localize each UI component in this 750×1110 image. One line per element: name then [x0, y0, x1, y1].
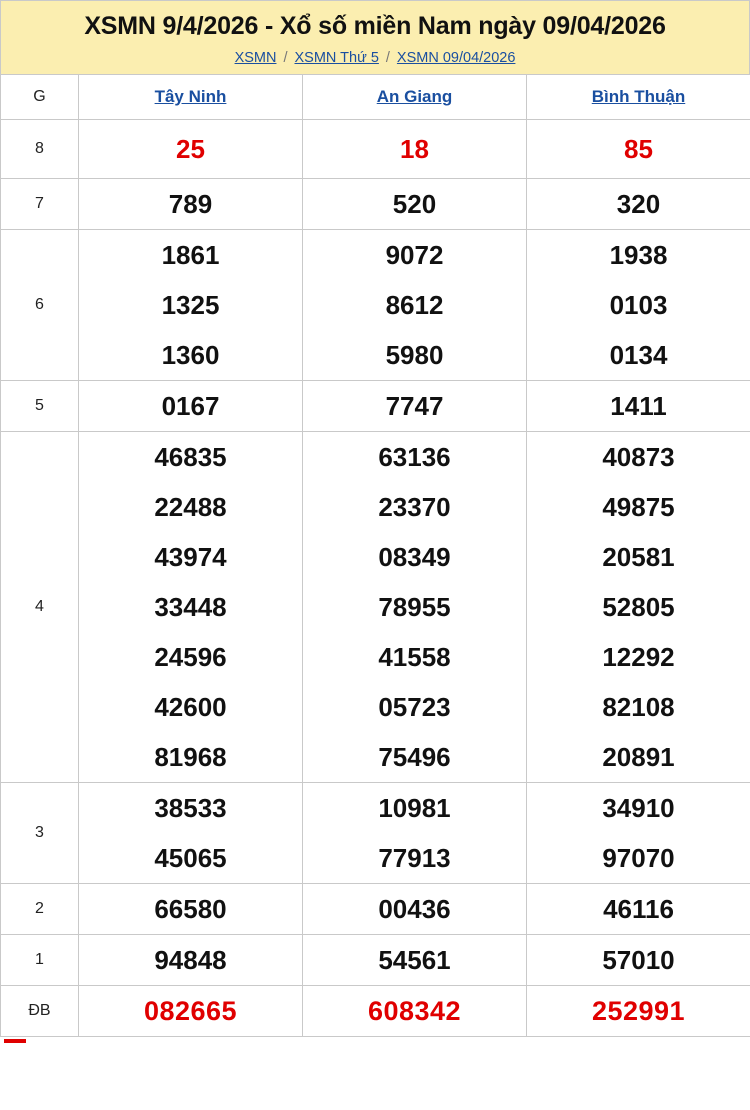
breadcrumb-item-date[interactable]: XSMN 09/04/2026 [396, 50, 516, 67]
breadcrumb [7, 50, 743, 66]
result-cell: 1411 [527, 381, 750, 432]
result-cell: 00436 [303, 884, 527, 935]
column-header-province-2 [303, 75, 527, 120]
column-header-province-3 [527, 75, 750, 120]
breadcrumb-item-xsmn[interactable]: XSMN [234, 50, 277, 67]
result-cell: 1861 1325 1360 [79, 230, 303, 381]
prize-label: 5 [1, 381, 79, 432]
prize-label: 2 [1, 884, 79, 935]
prize-label: ĐB [1, 986, 79, 1037]
result-cell: 46116 [527, 884, 750, 935]
footer-strip [0, 1037, 750, 1043]
result-cell: 7747 [303, 381, 527, 432]
result-cell: 082665 [79, 986, 303, 1037]
accent-marker [4, 1039, 26, 1043]
result-cell: 94848 [79, 935, 303, 986]
table-row [1, 986, 750, 1037]
result-cell: 789 [79, 179, 303, 230]
result-cell: 252991 [527, 986, 750, 1037]
prize-label: 7 [1, 179, 79, 230]
prize-label: 8 [1, 120, 79, 179]
result-cell: 608342 [303, 986, 527, 1037]
result-cell: 0167 [79, 381, 303, 432]
province-link-tay-ninh[interactable]: Tây Ninh [154, 87, 227, 107]
page-title: XSMN 9/4/2026 - Xổ số miền Nam ngày 09/04/2026 [84, 12, 666, 40]
result-cell: 34910 97070 [527, 783, 750, 884]
lottery-results-table [0, 74, 750, 1037]
page-header [0, 0, 750, 74]
result-cell: 85 [527, 120, 750, 179]
result-cell: 66580 [79, 884, 303, 935]
result-cell: 63136 23370 08349 78955 41558 05723 75496 [303, 432, 527, 783]
prize-label: 4 [1, 432, 79, 783]
result-cell: 9072 8612 5980 [303, 230, 527, 381]
province-link-binh-thuan[interactable]: Bình Thuận [591, 87, 686, 107]
table-row [1, 230, 750, 381]
result-cell: 10981 77913 [303, 783, 527, 884]
table-row [1, 179, 750, 230]
result-cell: 40873 49875 20581 52805 12292 82108 20891 [527, 432, 750, 783]
breadcrumb-separator-1: / [283, 50, 288, 67]
column-header-province-1 [79, 75, 303, 120]
table-row [1, 381, 750, 432]
result-cell: 520 [303, 179, 527, 230]
result-cell: 38533 45065 [79, 783, 303, 884]
column-header-prize: G [1, 75, 79, 120]
prize-label: 6 [1, 230, 79, 381]
result-cell: 25 [79, 120, 303, 179]
prize-label: 1 [1, 935, 79, 986]
table-row [1, 935, 750, 986]
result-cell: 320 [527, 179, 750, 230]
breadcrumb-item-weekday[interactable]: XSMN Thứ 5 [294, 50, 379, 67]
province-link-an-giang[interactable]: An Giang [376, 87, 453, 107]
result-cell: 1938 0103 0134 [527, 230, 750, 381]
result-cell: 18 [303, 120, 527, 179]
table-row [1, 432, 750, 783]
table-header [1, 75, 750, 120]
table-row [1, 884, 750, 935]
prize-label: 3 [1, 783, 79, 884]
breadcrumb-separator-2: / [385, 50, 390, 67]
table-header-row [1, 75, 750, 120]
result-cell: 46835 22488 43974 33448 24596 42600 81968 [79, 432, 303, 783]
result-cell: 54561 [303, 935, 527, 986]
result-cell: 57010 [527, 935, 750, 986]
table-body [1, 120, 750, 1037]
table-row [1, 783, 750, 884]
table-row [1, 120, 750, 179]
